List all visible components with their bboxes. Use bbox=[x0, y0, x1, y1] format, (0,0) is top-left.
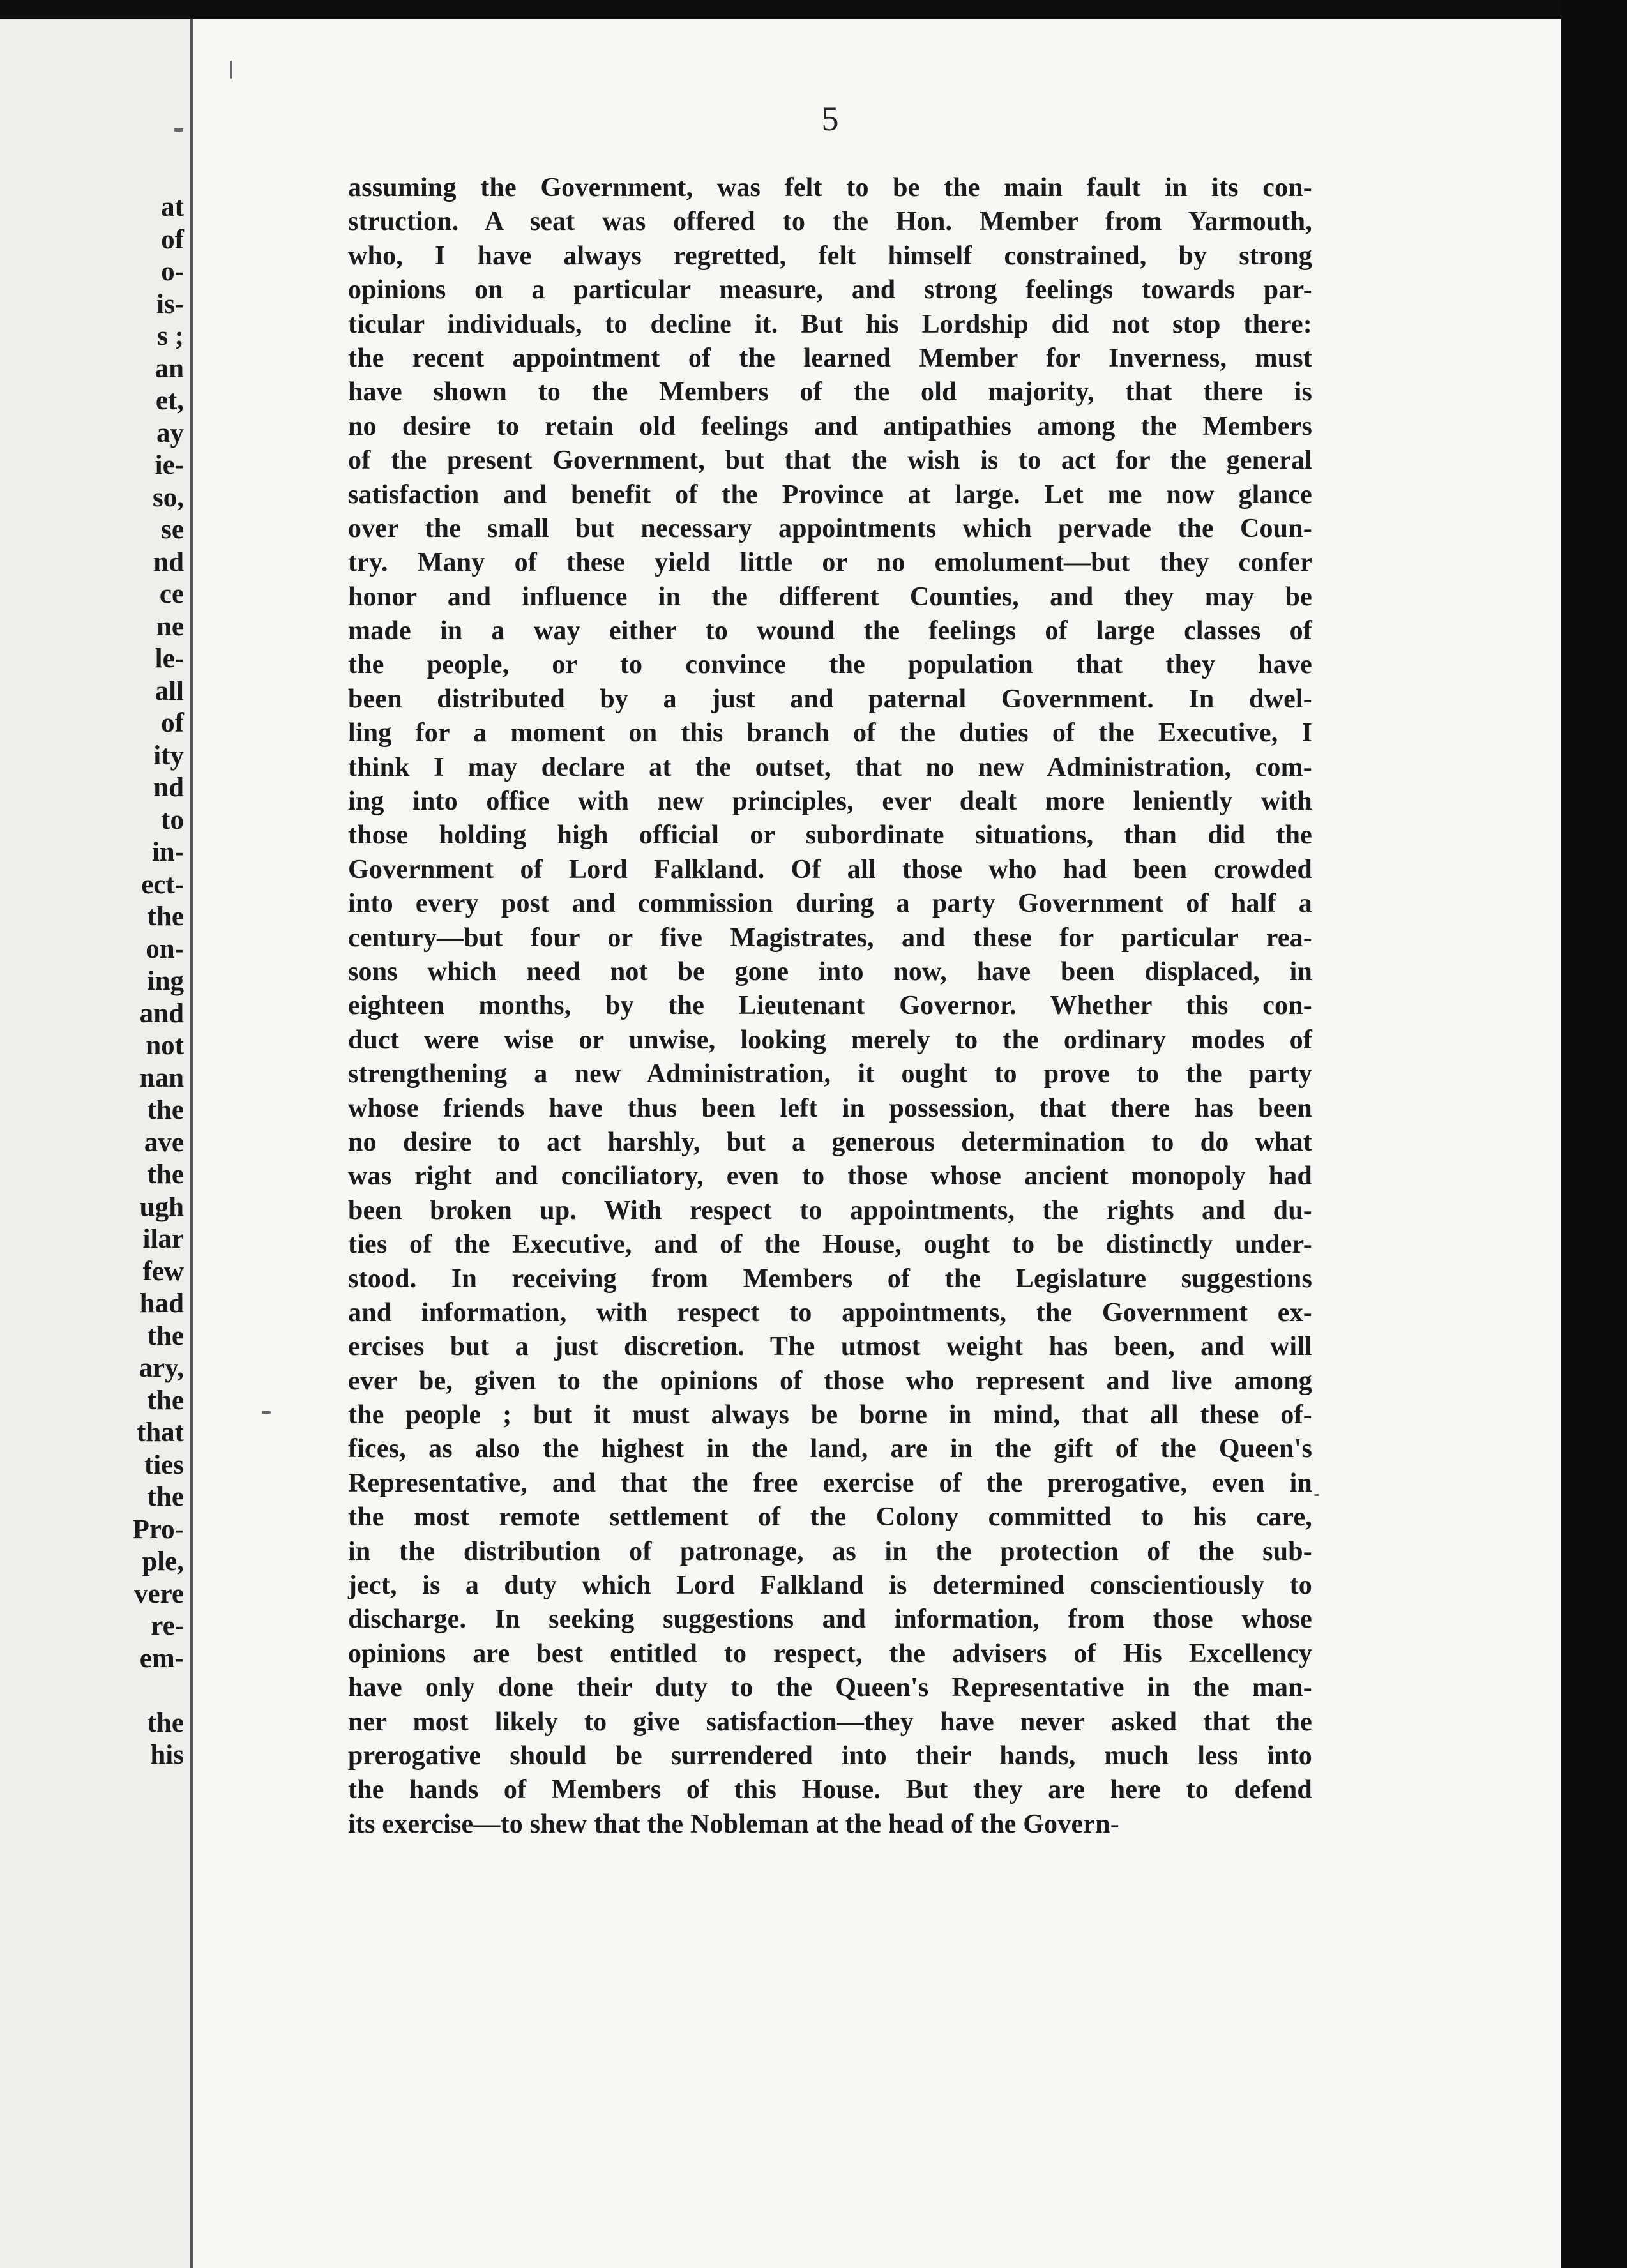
body-text-line: the people, or to convince the population that they have bbox=[348, 650, 1312, 680]
facing-page-fragment-line: that bbox=[136, 1418, 184, 1448]
facing-page-fragment-line: the bbox=[147, 1707, 184, 1738]
facing-page-fragment-line: ple, bbox=[142, 1546, 184, 1576]
facing-page-fragment-line: vere bbox=[134, 1578, 184, 1609]
facing-page-fragment-line: to bbox=[161, 805, 184, 835]
body-text-line: those holding high official or subordinate situations, than did the bbox=[348, 820, 1312, 850]
facing-page-fragment-line: not bbox=[146, 1031, 184, 1061]
body-text-line: ject, is a duty which Lord Falkland is determined conscientiously to bbox=[348, 1571, 1312, 1601]
right-scan-border bbox=[1561, 0, 1627, 2268]
facing-page-fragment-line: is- bbox=[156, 289, 184, 319]
facing-page-fragment-line: on- bbox=[146, 934, 184, 964]
body-text-line: its exercise—to shew that the Nobleman at the head of the Govern- bbox=[348, 1809, 1119, 1839]
body-text-line: prerogative should be surrendered into their hands, much less into bbox=[348, 1741, 1312, 1771]
body-text-line: fices, as also the highest in the land, are in the gift of the Queen's bbox=[348, 1434, 1312, 1464]
body-text-line: assuming the Government, was felt to be the main fault in its con- bbox=[348, 173, 1312, 202]
body-text-line: been broken up. With respect to appointments, the rights and du- bbox=[348, 1195, 1312, 1225]
body-text-line: no desire to act harshly, but a generous determination to do what bbox=[348, 1127, 1312, 1157]
body-text-line: century—but four or five Magistrates, and these for particular rea- bbox=[348, 923, 1312, 953]
facing-page-fragment-line: and bbox=[139, 998, 184, 1029]
facing-page-fragment-line: at bbox=[161, 192, 184, 222]
facing-page-fragment-line: em- bbox=[139, 1643, 184, 1674]
facing-page-fragment-line: the bbox=[147, 1482, 184, 1512]
body-text-line: ling for a moment on this branch of the duties of the Executive, I bbox=[348, 718, 1312, 748]
facing-page-fragment-line: re- bbox=[151, 1611, 184, 1641]
scan-speck bbox=[230, 61, 232, 79]
body-text-line: of the present Government, but that the wish is to act for the general bbox=[348, 446, 1312, 476]
facing-page-fragment-line: the bbox=[147, 1320, 184, 1351]
facing-page-fragment-line: o- bbox=[161, 257, 184, 287]
facing-page-fragment-line: ay bbox=[156, 418, 184, 448]
body-text-line: sons which need not be gone into now, have been displaced, in bbox=[348, 956, 1312, 987]
body-text-line: who, I have always regretted, felt himself constrained, by strong bbox=[348, 241, 1312, 271]
body-text-line: satisfaction and benefit of the Province at large. Let me now glance bbox=[348, 480, 1312, 510]
body-text-line: opinions are best entitled to respect, the advisers of His Excellency bbox=[348, 1638, 1312, 1668]
body-text-line: the most remote settlement of the Colony committed to his care, bbox=[348, 1502, 1312, 1532]
body-text-line: the hands of Members of this House. But they are here to defend bbox=[348, 1775, 1312, 1805]
facing-page-fragment-line: ie- bbox=[155, 450, 184, 480]
body-text-line: ercises but a just discretion. The utmost weight has been, and will bbox=[348, 1332, 1312, 1362]
facing-page-fragment-line: nan bbox=[139, 1062, 184, 1093]
body-text-line: honor and influence in the different Counties, and they may be bbox=[348, 582, 1312, 612]
body-text-line: and information, with respect to appointments, the Government ex- bbox=[348, 1297, 1312, 1327]
body-text-line: ever be, given to the opinions of those who represent and live among bbox=[348, 1366, 1312, 1396]
body-text-line: think I may declare at the outset, that no new Administration, com- bbox=[348, 752, 1312, 782]
facing-page-fragment-line: ties bbox=[144, 1449, 184, 1480]
body-text bbox=[348, 171, 1312, 1841]
body-text-line: struction. A seat was offered to the Hon. Member from Yarmouth, bbox=[348, 207, 1312, 237]
body-text-line: ties of the Executive, and of the House, ought to be distinctly under- bbox=[348, 1230, 1312, 1260]
facing-page-fragment-line: ce bbox=[159, 579, 184, 609]
facing-page-fragment-line: ing bbox=[147, 966, 184, 996]
facing-page-fragment bbox=[0, 19, 192, 2268]
body-text-line: have only done their duty to the Queen's Representative in the man- bbox=[348, 1673, 1312, 1703]
body-text-line: into every post and commission during a party Government of half a bbox=[348, 889, 1312, 919]
facing-page-fragment-line: ne bbox=[156, 611, 184, 642]
body-text-line: duct were wise or unwise, looking merely to the ordinary modes of bbox=[348, 1025, 1312, 1055]
body-text-line: Representative, and that the free exercise of the prerogative, even in bbox=[348, 1468, 1312, 1498]
page-number: 5 bbox=[821, 100, 839, 138]
body-text-line: ticular individuals, to decline it. But his Lordship did not stop there: bbox=[348, 309, 1312, 339]
facing-page-fragment-line: se bbox=[161, 515, 184, 545]
body-text-line: whose friends have thus been left in possession, that there has been bbox=[348, 1093, 1312, 1123]
facing-page-fragment-line: et, bbox=[155, 386, 184, 416]
facing-page-fragment-line: the bbox=[147, 1385, 184, 1416]
body-text-line: was right and conciliatory, even to those whose ancient monopoly had bbox=[348, 1161, 1312, 1191]
top-scan-border bbox=[0, 0, 1627, 19]
facing-page-fragment-line: ugh bbox=[139, 1191, 184, 1222]
body-text-line: in the distribution of patronage, as in the protection of the sub- bbox=[348, 1536, 1312, 1566]
facing-page-fragment-line: an bbox=[155, 353, 184, 384]
body-text-line: Government of Lord Falkland. Of all those who had been crowded bbox=[348, 854, 1312, 884]
facing-page-fragment-line: Pro- bbox=[132, 1514, 184, 1545]
facing-page-fragment-line: of bbox=[161, 708, 184, 738]
facing-page-fragment-line: all bbox=[155, 676, 184, 706]
facing-page-fragment-line: the bbox=[147, 902, 184, 932]
facing-page-fragment-line: nd bbox=[153, 773, 184, 803]
facing-page-fragment-line: few bbox=[142, 1256, 184, 1287]
facing-page-fragment-line: of bbox=[161, 224, 184, 255]
body-text-line: made in a way either to wound the feelings of large classes of bbox=[348, 616, 1312, 646]
facing-page-fragment-line: ary, bbox=[139, 1353, 184, 1383]
facing-page-fragment-line: his bbox=[150, 1740, 184, 1770]
body-text-line: been distributed by a just and paternal Government. In dwel- bbox=[348, 684, 1312, 714]
body-text-line: ing into office with new principles, ever dealt more leniently with bbox=[348, 787, 1312, 817]
facing-page-fragment-line: in- bbox=[151, 837, 184, 867]
scan-speck bbox=[174, 128, 183, 132]
scan-speck bbox=[1314, 1494, 1319, 1496]
facing-page-fragment-line: nd bbox=[153, 547, 184, 577]
body-text-line: stood. In receiving from Members of the Legislature suggestions bbox=[348, 1264, 1312, 1294]
facing-page-fragment-line: le- bbox=[155, 644, 184, 674]
body-text-line: try. Many of these yield little or no emolument—but they confer bbox=[348, 548, 1312, 578]
body-text-line: the recent appointment of the learned Member for Inverness, must bbox=[348, 343, 1312, 373]
facing-page-fragment-line: ave bbox=[144, 1127, 184, 1158]
body-text-line: no desire to retain old feelings and antipathies among the Members bbox=[348, 411, 1312, 441]
body-text-line: eighteen months, by the Lieutenant Governor. Whether this con- bbox=[348, 991, 1312, 1021]
body-text-line: the people ; but it must always be borne in mind, that all these of- bbox=[348, 1400, 1312, 1430]
facing-page-fragment-line: had bbox=[139, 1289, 184, 1319]
body-text-line: have shown to the Members of the old majority, that there is bbox=[348, 377, 1312, 407]
facing-page-fragment-line: the bbox=[147, 1095, 184, 1125]
facing-page-text-column bbox=[5, 192, 184, 1772]
facing-page-fragment-line: ity bbox=[153, 740, 184, 771]
body-text-line: over the small but necessary appointments which pervade the Coun- bbox=[348, 513, 1312, 543]
facing-page-fragment-line: the bbox=[147, 1160, 184, 1190]
facing-page-fragment-line: ect- bbox=[141, 869, 184, 900]
facing-page-fragment-line: ilar bbox=[142, 1224, 184, 1254]
facing-page-fragment-line: s ; bbox=[157, 321, 184, 351]
body-text-line: opinions on a particular measure, and strong feelings towards par- bbox=[348, 275, 1312, 305]
scan-speck bbox=[262, 1411, 271, 1414]
body-text-line: discharge. In seeking suggestions and information, from those whose bbox=[348, 1605, 1312, 1635]
facing-page-fragment-line bbox=[5, 1675, 184, 1707]
body-text-line: ner most likely to give satisfaction—they have never asked that the bbox=[348, 1707, 1312, 1737]
facing-page-fragment-line: so, bbox=[153, 482, 184, 513]
body-text-line: strengthening a new Administration, it ought to prove to the party bbox=[348, 1059, 1312, 1089]
